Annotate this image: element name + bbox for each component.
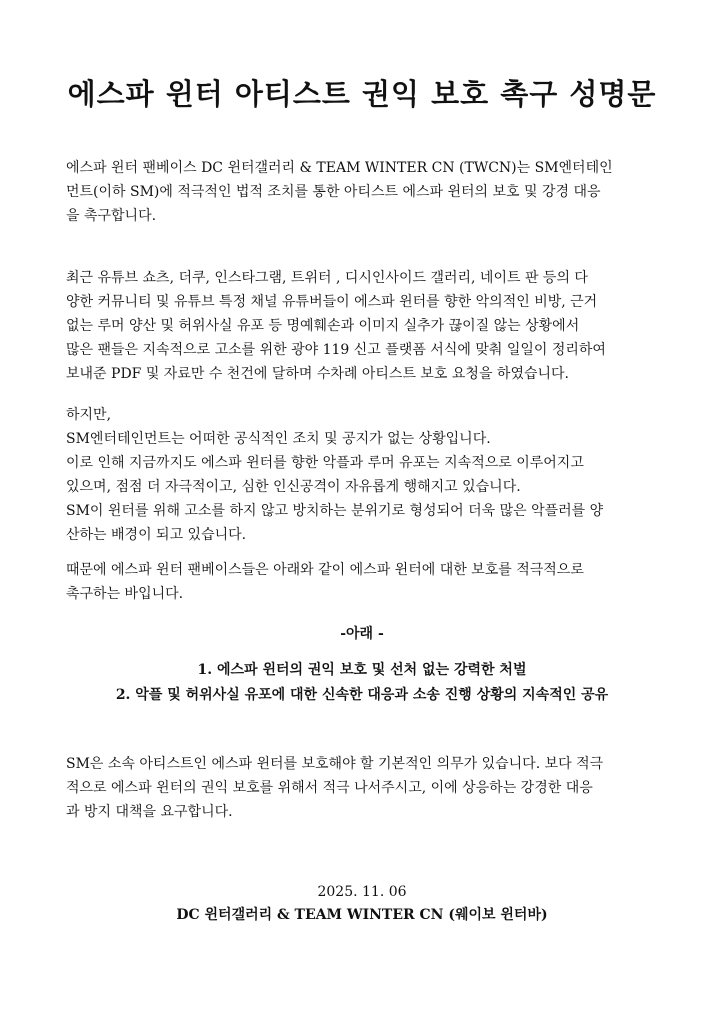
request-list xyxy=(0,658,724,708)
text-line: 하지만, xyxy=(66,407,112,423)
text-line: SM엔터테인먼트는 어떠한 공식적인 조치 및 공지가 없는 상황입니다. xyxy=(66,431,491,447)
text-line: 때문에 에스파 윈터 팬베이스들은 아래와 같이 에스파 윈터에 대한 보호를 적극적으로 xyxy=(66,562,584,578)
request-item: 1. 에스파 윈터의 권익 보호 및 선처 없는 강력한 처벌 xyxy=(197,662,527,678)
document-date: 2025. 11. 06 xyxy=(317,884,407,900)
text-line: 많은 팬들은 지속적으로 고소를 위한 광야 119 신고 플랫폼 서식에 맞춰 일일이 정리하여 xyxy=(66,342,606,358)
text-line: 이로 인해 지금까지도 에스파 윈터를 향한 악플과 루머 유포는 지속적으로 이루어지고 xyxy=(66,455,584,471)
text-line: 과 방지 대책을 요구합니다. xyxy=(66,804,233,820)
paragraph-intro xyxy=(66,156,662,228)
document-title: 에스파 윈터 아티스트 권익 보호 촉구 성명문 xyxy=(67,77,657,111)
text-line: 최근 유튜브 쇼츠, 더쿠, 인스타그램, 트위터 , 디시인사이드 갤러리, 네이트 판 등의 다 xyxy=(66,270,588,286)
signature: DC 윈터갤러리 & TEAM WINTER CN (웨이보 윈터바) xyxy=(176,907,548,923)
text-line: 산하는 배경이 되고 있습니다. xyxy=(66,527,247,543)
text-line: 먼트(이하 SM)에 적극적인 법적 조치를 통한 아티스트 에스파 윈터의 보호 및 강경 대응 xyxy=(66,184,601,200)
text-line: 을 촉구합니다. xyxy=(66,208,157,224)
text-line: 촉구하는 바입니다. xyxy=(66,586,184,602)
text-line: SM이 윈터를 위해 고소를 하지 않고 방치하는 분위기로 형성되어 더욱 많은 악플러를 양 xyxy=(66,503,604,519)
notice-label: -아래 - xyxy=(340,626,384,642)
request-item: 2. 악플 및 허위사실 유포에 대한 신속한 대응과 소송 진행 상황의 지속적인 공유 xyxy=(115,687,609,703)
paragraph-demand-intro xyxy=(66,558,662,606)
paragraph-background xyxy=(66,266,662,386)
text-line: 있으며, 점점 더 자극적이고, 심한 인신공격이 자유롭게 행해지고 있습니다. xyxy=(66,479,521,495)
paragraph-situation xyxy=(66,403,662,547)
text-line: 에스파 윈터 팬베이스 DC 윈터갤러리 & TEAM WINTER CN (TWCN)는 SM엔터테인 xyxy=(66,160,613,176)
paragraph-conclusion xyxy=(66,752,662,824)
text-line: 없는 루머 양산 및 허위사실 유포 등 명예훼손과 이미지 실추가 끊이질 않는 상황에서 xyxy=(66,318,580,334)
text-line: 양한 커뮤니티 및 유튜브 특정 채널 유튜버들이 에스파 윈터를 향한 악의적인 비방, 근거 xyxy=(66,294,598,310)
text-line: 적으로 에스파 윈터의 권익 보호를 위해서 적극 나서주시고, 이에 상응하는 강경한 대응 xyxy=(66,780,593,796)
text-line: SM은 소속 아티스트인 에스파 윈터를 보호해야 할 기본적인 의무가 있습니다. 보다 적극 xyxy=(66,756,604,772)
text-line: 보내준 PDF 및 자료만 수 천건에 달하며 수차례 아티스트 보호 요청을 하였습니다. xyxy=(66,366,570,382)
